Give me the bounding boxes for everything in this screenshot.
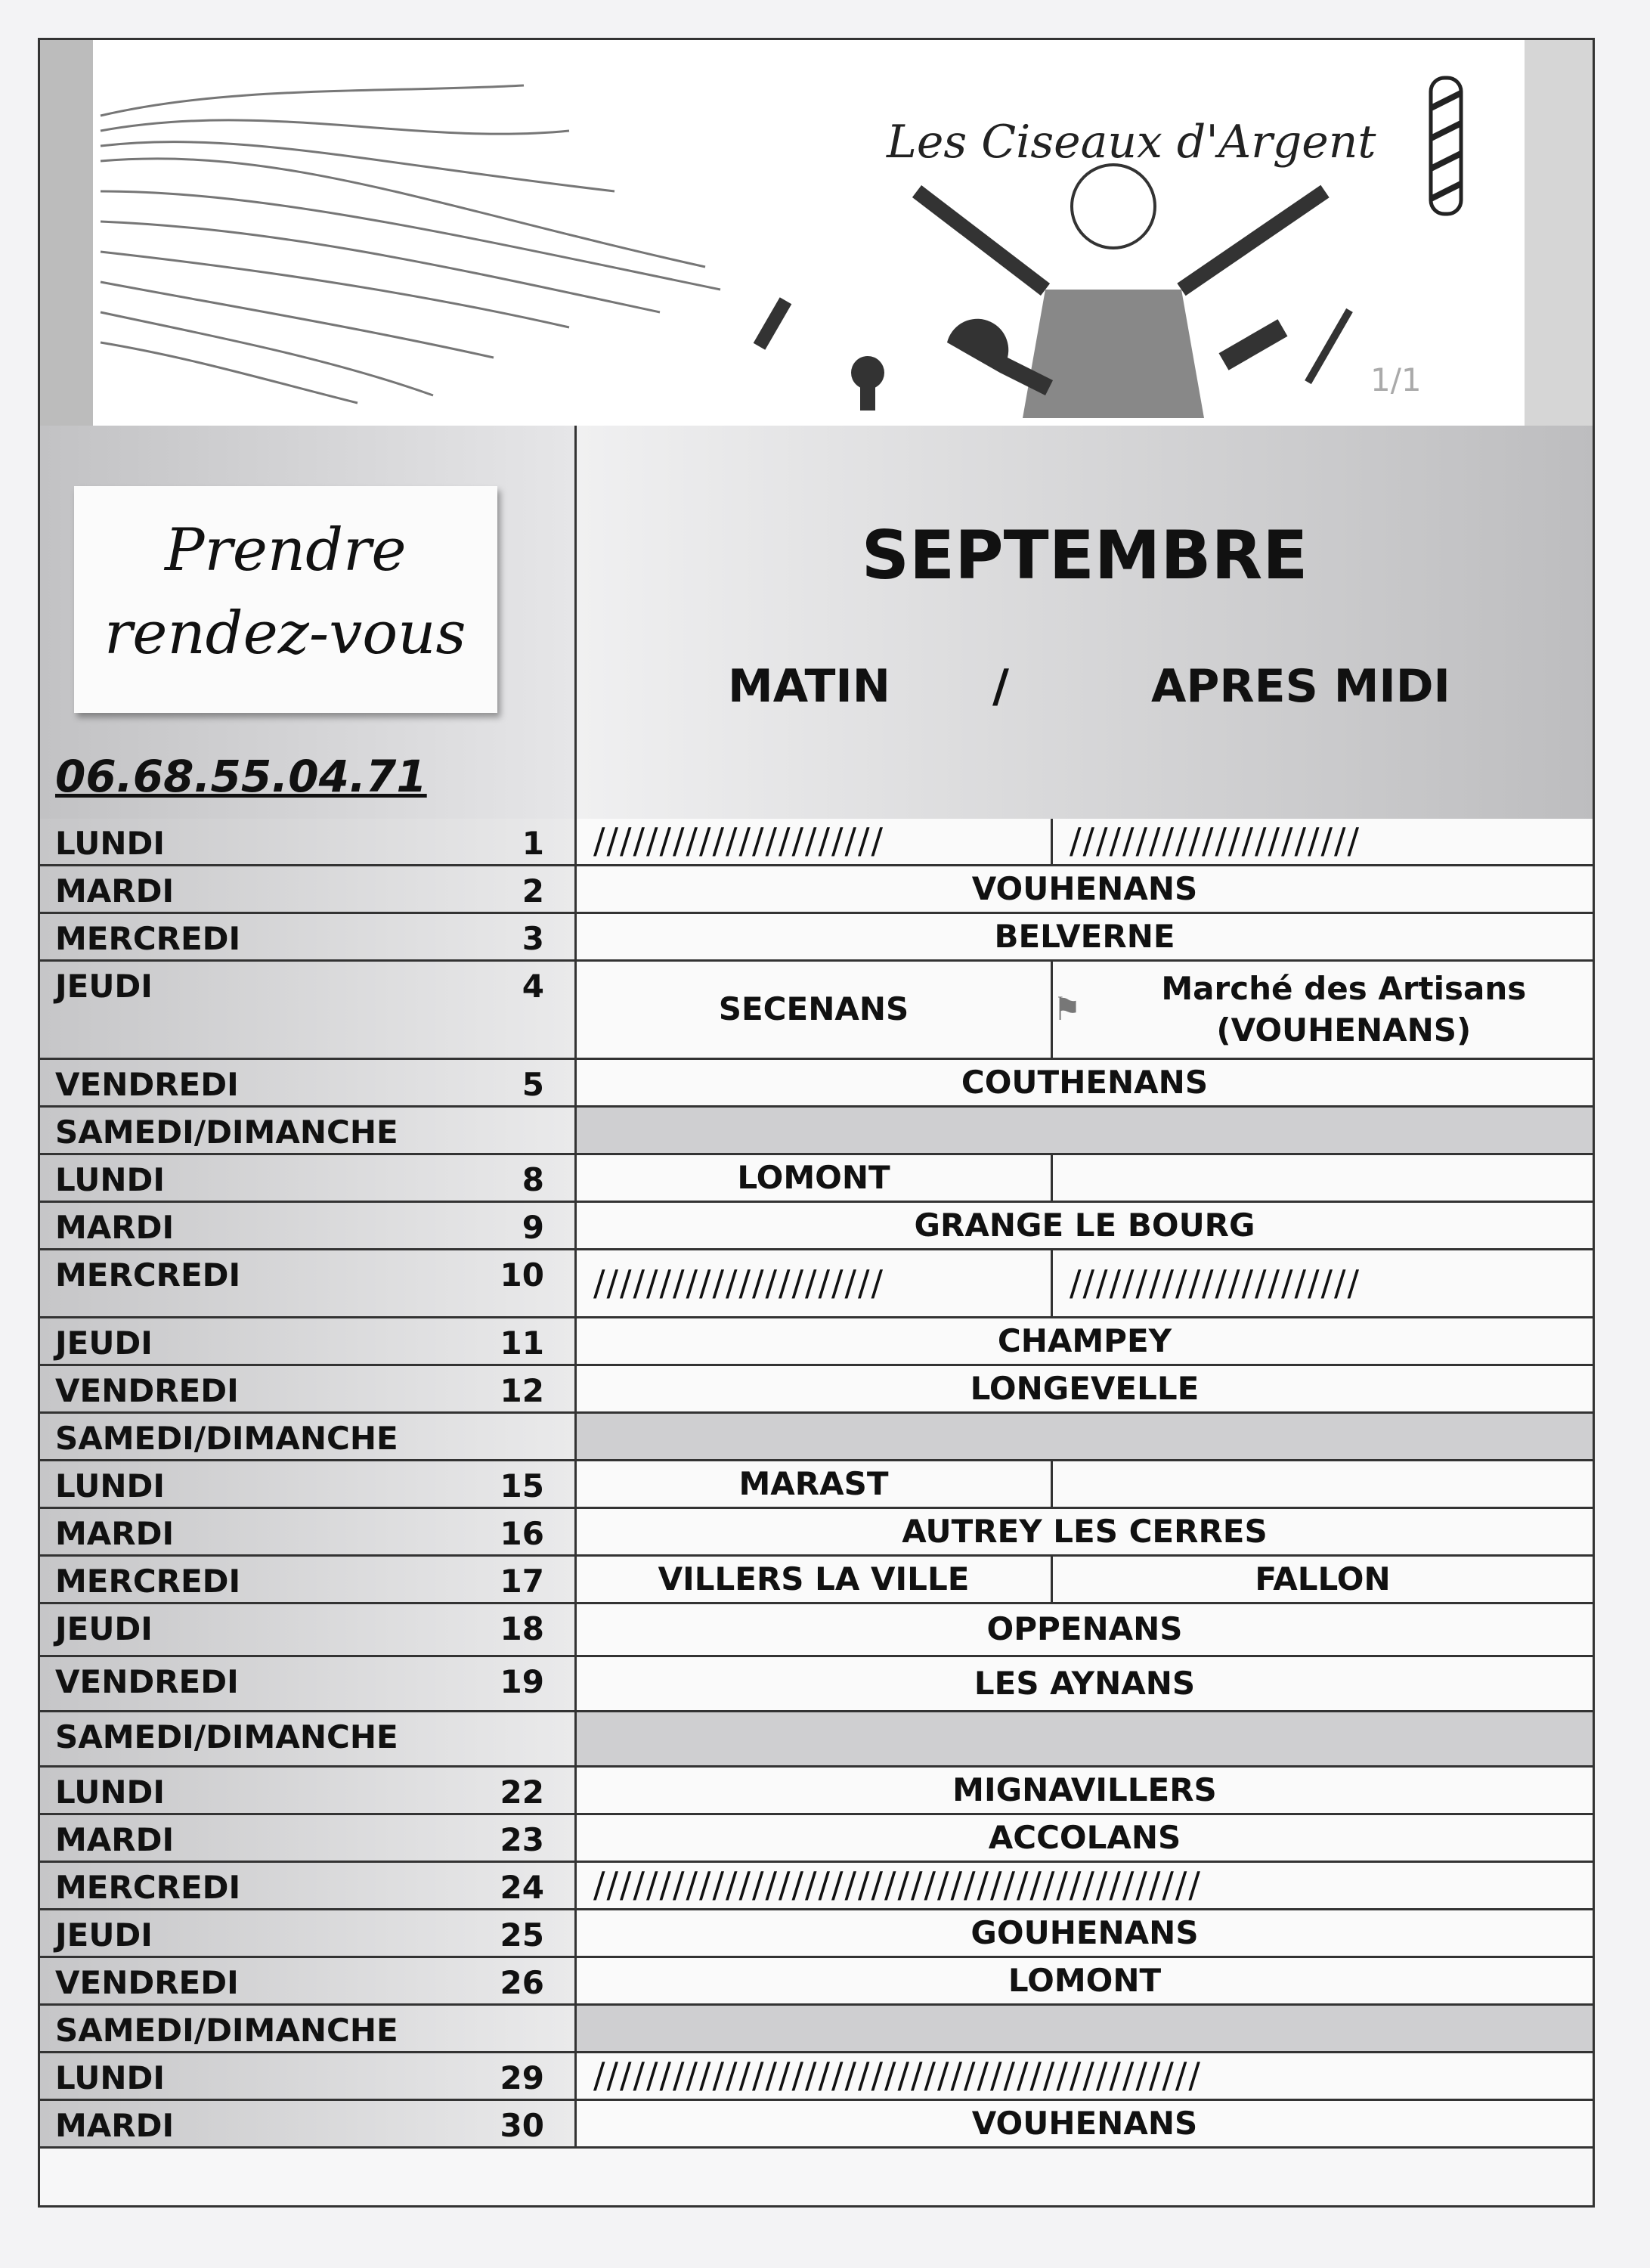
day-name: SAMEDI/DIMANCHE bbox=[55, 1114, 398, 1151]
matin-label: MATIN bbox=[728, 660, 890, 713]
day-cell bbox=[40, 1318, 577, 1364]
day-name: SAMEDI/DIMANCHE bbox=[55, 1420, 398, 1457]
morning-cell: MARAST bbox=[577, 1461, 1053, 1507]
full-day-cell: LONGEVELLE bbox=[970, 1369, 1200, 1407]
day-name: MERCREDI bbox=[55, 1869, 241, 1906]
day-number: 10 bbox=[500, 1256, 544, 1294]
day-name: JEUDI bbox=[55, 1610, 153, 1647]
schedule-row bbox=[40, 2053, 1593, 2101]
day-name: VENDREDI bbox=[55, 1964, 239, 2001]
schedule-row bbox=[40, 1958, 1593, 2006]
barber-pole-icon bbox=[1431, 78, 1461, 214]
day-name: MERCREDI bbox=[55, 920, 241, 957]
day-cell bbox=[40, 1366, 577, 1411]
slot-cells bbox=[577, 866, 1593, 912]
day-number: 2 bbox=[522, 872, 544, 909]
hair-illustration bbox=[40, 40, 1597, 426]
day-number: 4 bbox=[522, 968, 544, 1005]
day-number: 8 bbox=[522, 1161, 544, 1198]
day-number: 18 bbox=[500, 1610, 544, 1647]
day-name: JEUDI bbox=[55, 968, 153, 1005]
full-day-cell: VOUHENANS bbox=[971, 869, 1198, 907]
logo-text: Les Ciseaux d'Argent bbox=[887, 116, 1376, 169]
slot-cells bbox=[577, 819, 1593, 864]
morning-cell: SECENANS bbox=[577, 962, 1053, 1058]
schedule-row bbox=[40, 1203, 1593, 1250]
afternoon-cell bbox=[1053, 962, 1593, 1058]
day-name: LUNDI bbox=[55, 1774, 166, 1811]
slot-cells bbox=[577, 2053, 1593, 2099]
full-day-cell: COUTHENANS bbox=[961, 1063, 1209, 1101]
day-number: 12 bbox=[500, 1372, 544, 1409]
day-cell bbox=[40, 1910, 577, 1956]
slot-cells bbox=[577, 1958, 1593, 2003]
day-cell bbox=[40, 1863, 577, 1908]
day-name: LUNDI bbox=[55, 2059, 166, 2096]
day-number: 16 bbox=[500, 1515, 544, 1552]
slot-cells bbox=[577, 1318, 1593, 1364]
slot-cells bbox=[577, 2101, 1593, 2146]
day-number: 15 bbox=[500, 1467, 544, 1504]
slot-cells bbox=[577, 1155, 1593, 1201]
full-day-cell: VOUHENANS bbox=[971, 2104, 1198, 2142]
day-number: 23 bbox=[500, 1821, 544, 1858]
day-name: MARDI bbox=[55, 1821, 175, 1858]
slot-cells bbox=[577, 1557, 1593, 1602]
day-cell bbox=[40, 914, 577, 959]
slot-cells bbox=[577, 1768, 1593, 1813]
slot-cells bbox=[577, 1366, 1593, 1411]
day-number: 11 bbox=[500, 1325, 544, 1362]
day-cell bbox=[40, 1768, 577, 1813]
contact-panel bbox=[40, 426, 577, 819]
afternoon-cell: ////////////////////// bbox=[1070, 1262, 1361, 1303]
schedule-rows bbox=[40, 819, 1593, 2149]
day-cell bbox=[40, 1958, 577, 2003]
day-number: 1 bbox=[522, 825, 544, 862]
full-day-cell: GOUHENANS bbox=[970, 1913, 1199, 1951]
full-day-cell: GRANGE LE BOURG bbox=[914, 1206, 1255, 1244]
day-name: MERCREDI bbox=[55, 1563, 241, 1600]
schedule-row bbox=[40, 1557, 1593, 1604]
schedule-row bbox=[40, 1060, 1593, 1108]
schedule-row bbox=[40, 914, 1593, 962]
day-number: 9 bbox=[522, 1209, 544, 1246]
morning-cell: LOMONT bbox=[577, 1155, 1053, 1201]
day-name: LUNDI bbox=[55, 825, 166, 862]
day-name: SAMEDI/DIMANCHE bbox=[55, 1718, 398, 1755]
day-name: VENDREDI bbox=[55, 1372, 239, 1409]
day-cell bbox=[40, 1414, 577, 1459]
schedule-row bbox=[40, 2006, 1593, 2053]
schedule-row bbox=[40, 1509, 1593, 1557]
day-name: MARDI bbox=[55, 872, 175, 909]
slot-cells bbox=[577, 1815, 1593, 1861]
slot-cells bbox=[577, 1250, 1593, 1316]
day-cell bbox=[40, 1815, 577, 1861]
day-name: LUNDI bbox=[55, 1161, 166, 1198]
full-day-cell: BELVERNE bbox=[994, 917, 1175, 955]
day-name: MARDI bbox=[55, 2107, 175, 2144]
day-number: 17 bbox=[500, 1563, 544, 1600]
card-line-1: Prendre bbox=[165, 516, 407, 584]
full-day-cell: OPPENANS bbox=[986, 1610, 1183, 1648]
day-name: VENDREDI bbox=[55, 1066, 239, 1103]
day-number: 30 bbox=[500, 2107, 544, 2144]
schedule-row bbox=[40, 819, 1593, 866]
full-day-cell: ////////////////////////////////////////////// bbox=[593, 2055, 1202, 2096]
schedule-row bbox=[40, 1657, 1593, 1712]
day-cell bbox=[40, 866, 577, 912]
event-label: Marché des Artisans (VOUHENANS) bbox=[1161, 969, 1527, 1049]
schedule-row bbox=[40, 1863, 1593, 1910]
day-number: 29 bbox=[500, 2059, 544, 2096]
full-day-cell: CHAMPEY bbox=[997, 1321, 1172, 1359]
day-cell bbox=[40, 1712, 577, 1765]
schedule-row bbox=[40, 1461, 1593, 1509]
schedule-row bbox=[40, 1910, 1593, 1958]
card-line-2: rendez-vous bbox=[104, 600, 466, 668]
schedule-row bbox=[40, 2101, 1593, 2149]
day-number: 5 bbox=[522, 1066, 544, 1103]
day-cell bbox=[40, 1155, 577, 1201]
day-name: JEUDI bbox=[55, 1325, 153, 1362]
day-number: 19 bbox=[500, 1663, 544, 1700]
schedule-row bbox=[40, 1414, 1593, 1461]
afternoon-cell bbox=[1053, 1155, 1593, 1201]
schedule-row bbox=[40, 962, 1593, 1060]
day-cell bbox=[40, 1250, 577, 1316]
day-cell bbox=[40, 1509, 577, 1554]
apres-midi-label: APRES MIDI bbox=[1151, 660, 1450, 713]
schedule-row bbox=[40, 1815, 1593, 1863]
full-day-cell: ////////////////////////////////////////////// bbox=[593, 1864, 1202, 1906]
day-cell bbox=[40, 2101, 577, 2146]
day-name: MARDI bbox=[55, 1209, 175, 1246]
character-illustration bbox=[917, 165, 1325, 418]
day-number: 25 bbox=[500, 1916, 544, 1954]
morning-cell: ////////////////////// bbox=[577, 819, 1053, 864]
day-cell bbox=[40, 819, 577, 864]
appointment-card bbox=[74, 486, 497, 713]
schedule-row bbox=[40, 1768, 1593, 1815]
slot-cells bbox=[577, 914, 1593, 959]
day-cell bbox=[40, 1461, 577, 1507]
schedule-row bbox=[40, 1712, 1593, 1768]
banner bbox=[40, 40, 1593, 428]
slot-cells bbox=[577, 1203, 1593, 1248]
schedule-row bbox=[40, 1318, 1593, 1366]
schedule-row bbox=[40, 1250, 1593, 1318]
full-day-cell: LES AYNANS bbox=[974, 1664, 1196, 1702]
day-cell bbox=[40, 1203, 577, 1248]
schedule-row bbox=[40, 1366, 1593, 1414]
day-name: JEUDI bbox=[55, 1916, 153, 1954]
afternoon-cell: ////////////////////// bbox=[1070, 820, 1361, 862]
slash-label: / bbox=[992, 660, 1009, 713]
slot-cells bbox=[577, 1414, 1593, 1459]
slot-cells bbox=[577, 1461, 1593, 1507]
day-cell bbox=[40, 1108, 577, 1153]
schedule-sheet bbox=[38, 38, 1595, 2208]
slot-cells bbox=[577, 1657, 1593, 1710]
schedule-row bbox=[40, 866, 1593, 914]
day-number: 22 bbox=[500, 1774, 544, 1811]
day-name: LUNDI bbox=[55, 1467, 166, 1504]
day-name: MERCREDI bbox=[55, 1256, 241, 1294]
day-cell bbox=[40, 1657, 577, 1710]
slot-cells bbox=[577, 1863, 1593, 1908]
schedule-header bbox=[40, 426, 1593, 821]
day-name: SAMEDI/DIMANCHE bbox=[55, 2012, 398, 2049]
day-cell bbox=[40, 1060, 577, 1105]
full-day-cell: LOMONT bbox=[1008, 1961, 1162, 1999]
full-day-cell: ACCOLANS bbox=[988, 1818, 1181, 1856]
day-cell bbox=[40, 2006, 577, 2051]
month-title: SEPTEMBRE bbox=[861, 516, 1308, 594]
morning-cell: VILLERS LA VILLE bbox=[577, 1557, 1053, 1602]
slot-cells bbox=[577, 2006, 1593, 2051]
month-panel bbox=[577, 426, 1593, 819]
day-cell bbox=[40, 962, 577, 1058]
day-cell bbox=[40, 1604, 577, 1655]
afternoon-cell bbox=[1053, 1461, 1593, 1507]
slot-cells bbox=[577, 1509, 1593, 1554]
morning-cell: ////////////////////// bbox=[577, 1250, 1053, 1316]
day-name: VENDREDI bbox=[55, 1663, 239, 1700]
afternoon-cell: FALLON bbox=[1255, 1560, 1391, 1597]
day-cell bbox=[40, 1557, 577, 1602]
schedule-row bbox=[40, 1155, 1593, 1203]
slot-cells bbox=[577, 1108, 1593, 1153]
slot-cells bbox=[577, 1060, 1593, 1105]
slot-cells bbox=[577, 1910, 1593, 1956]
schedule-row bbox=[40, 1108, 1593, 1155]
slot-cells bbox=[577, 962, 1593, 1058]
phone-number: 06.68.55.04.71 bbox=[55, 751, 427, 802]
day-number: 24 bbox=[500, 1869, 544, 1906]
slot-cells bbox=[577, 1712, 1593, 1765]
full-day-cell: AUTREY LES CERRES bbox=[902, 1512, 1268, 1550]
slot-cells bbox=[577, 1604, 1593, 1655]
day-cell bbox=[40, 2053, 577, 2099]
day-number: 3 bbox=[522, 920, 544, 957]
full-day-cell: MIGNAVILLERS bbox=[952, 1771, 1217, 1808]
flag-icon: ⚑ bbox=[1053, 990, 1082, 1028]
day-name: MARDI bbox=[55, 1515, 175, 1552]
day-number: 26 bbox=[500, 1964, 544, 2001]
page-count: 1/1 bbox=[1370, 361, 1422, 398]
schedule-row bbox=[40, 1604, 1593, 1657]
